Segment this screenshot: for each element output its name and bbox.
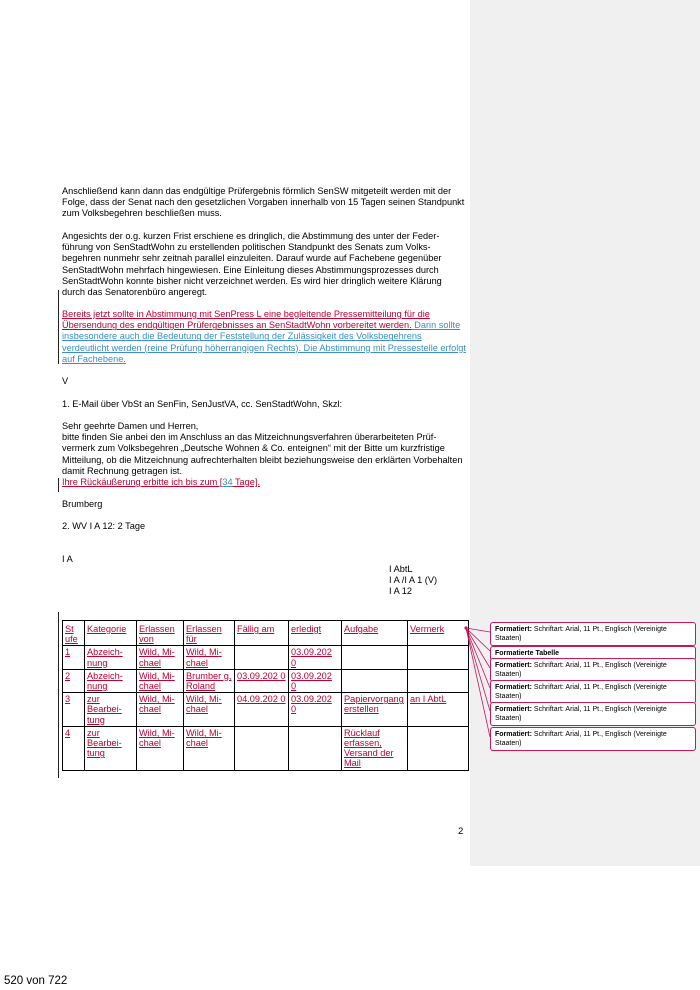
table-cell: 04.09.202 0: [235, 693, 289, 727]
table-cell: Wild, Michael: [184, 726, 235, 770]
header-cell: Aufgabe: [342, 621, 408, 646]
comment-label: Formatierte Tabelle: [495, 650, 560, 657]
table-cell: 03.09.202 0: [289, 693, 342, 727]
signature-text: Brumberg: [62, 499, 103, 509]
distribution-line: I A 12: [389, 586, 412, 597]
format-comment[interactable]: [490, 727, 696, 751]
header-cell: Vermerk: [408, 621, 469, 646]
connector-line: [466, 628, 490, 688]
comment-label: Formatiert:: [495, 662, 532, 669]
comment-text: Schriftart: Arial, 11 Pt., Englisch (Vereinigte Staaten): [495, 684, 667, 700]
header-cell: Erlassen für: [184, 621, 235, 646]
salutation: Sehr geehrte Damen und Herren,: [62, 421, 199, 431]
paragraph-text: bitte finden Sie anbei den im Anschluss an das Mitzeichnungsverfahren überarbeiteten Prüfvermerk zum Volksbegehren „Deutsche Wohnen & Co. enteignen“ mit der Bitte um kurzfristige Mitteilung, ob die Mitzeichnung aufrechterhalten bleibt beziehungsweise den erklärten Vorbehalten damit Rechnung getragen ist.: [62, 432, 463, 476]
paragraph-text: V: [62, 376, 69, 386]
paragraph-text: I A: [62, 554, 73, 564]
table-cell: zur Bearbeitung: [85, 693, 137, 727]
inserted-text-blue: Darin sollte insbesondere auch die Bedeutung der Feststellung der Zulässigkeit des Volksbegehrens verdeutlicht werden (reine Prüfung höherrangigen Rechts). Die Abstimmung mit Pressestelle erfolgt auf Fachebene.: [62, 320, 466, 364]
table-cell: 4: [63, 726, 85, 770]
table-cell: Wild, Michael: [137, 646, 184, 669]
comment-label: Formatiert:: [495, 706, 532, 713]
table-cell: 3: [63, 693, 85, 727]
inserted-text-red: Bereits jetzt sollte in Abstimmung mit SenPress L eine begleitende Pressemitteilung für die Übersendung des endgültigen Prüfergebnisses an SenStadtWohn vorbereitet werden.: [62, 309, 430, 331]
comment-label: Formatiert:: [495, 731, 532, 738]
format-comment[interactable]: [490, 622, 696, 646]
comment-label: Formatiert:: [495, 626, 532, 633]
distribution-line: I AbtL: [389, 564, 413, 574]
header-cell: Fällig am: [235, 621, 289, 646]
table-cell: an I AbtL: [408, 693, 469, 727]
table-cell: 2: [63, 669, 85, 692]
table-cell: Wild, Michael: [137, 693, 184, 727]
table-cell: 03.09.202 0: [235, 669, 289, 692]
table-cell: Abzeichnung: [85, 646, 137, 669]
table-cell: zur Bearbeitung: [85, 726, 137, 770]
header-cell: erledigt: [289, 621, 342, 646]
table-cell: Abzeichnung: [85, 669, 137, 692]
header-cell: Erlassen von: [137, 621, 184, 646]
header-cell: Kategorie: [85, 621, 137, 646]
inserted-text-red: Ihre Rückäußerung erbitte ich bis zum [: [62, 477, 223, 488]
paragraph-text: 1. E-Mail über VbSt an SenFin, SenJustVA, cc. SenStadtWohn, Skzl:: [62, 399, 343, 409]
page-counter: 520 von 722: [4, 975, 68, 987]
comment-text: Schriftart: Arial, 11 Pt., Englisch (Vereinigte Staaten): [495, 626, 667, 642]
paragraph-text: Anschließend kann dann das endgültige Prüfergebnis förmlich SenSW mitgeteilt werden mit der Folge, dass der Senat nach den gesetzlichen Vorgaben innerhalb von 15 Tagen seinen Standpunkt zum Volksbegehren beschließen muss.: [62, 186, 465, 219]
table-cell: Papiervorgang erstellen: [342, 693, 408, 727]
inserted-text-red: Tage].: [232, 477, 260, 488]
table-cell: Brumber g, Roland: [184, 669, 235, 692]
paragraph-text: Angesichts der o.g. kurzen Frist erschiene es dringlich, die Abstimmung des unter der Federführung von SenStadtWohn zu erstellenden politischen Standpunkt des Senats zum Volksbegehren nunmehr sehr zeitnah parallel einzuleiten. Darauf wurde auf Fachebene gegenüber SenStadtWohn mehrfach hingewiesen. Eine Einleitung dieses Abstimmungsprozesses durch SenStadtWohn konnte bisher nicht verzeichnet werden. Es wird hier dringlich weitere Klärung durch das Senatorenbüro angeregt.: [62, 231, 442, 298]
table-cell: Wild, Michael: [137, 726, 184, 770]
connector-line: [466, 628, 490, 711]
comment-text: Schriftart: Arial, 11 Pt., Englisch (Vereinigte Staaten): [495, 706, 667, 722]
table-cell: Rücklauf erfassen, Versand der Mail: [342, 726, 408, 770]
table-cell: 1: [63, 646, 85, 669]
comment-text: Schriftart: Arial, 11 Pt., Englisch (Vereinigte Staaten): [495, 662, 667, 678]
header-cell: St ufe: [63, 621, 85, 646]
table-cell: Wild, Michael: [184, 693, 235, 727]
comment-label: Formatiert:: [495, 684, 532, 691]
format-comment[interactable]: [490, 702, 696, 726]
inserted-text-blue: 34: [222, 477, 233, 488]
connector-line: [466, 628, 490, 737]
table-cell: 03.09.202 0: [289, 669, 342, 692]
table-cell: Wild, Michael: [137, 669, 184, 692]
format-comment[interactable]: [490, 680, 696, 704]
paragraph-text: 2. WV I A 12: 2 Tage: [62, 521, 146, 531]
comment-text: Schriftart: Arial, 11 Pt., Englisch (Vereinigte Staaten): [495, 731, 667, 747]
page-number: 2: [458, 826, 464, 837]
table-cell: Wild, Michael: [184, 646, 235, 669]
anchor-dot: [464, 626, 467, 629]
table-cell: 03.09.202 0: [289, 646, 342, 669]
format-comment[interactable]: [490, 658, 696, 682]
distribution-line: I A /I A 1 (V): [389, 575, 438, 586]
